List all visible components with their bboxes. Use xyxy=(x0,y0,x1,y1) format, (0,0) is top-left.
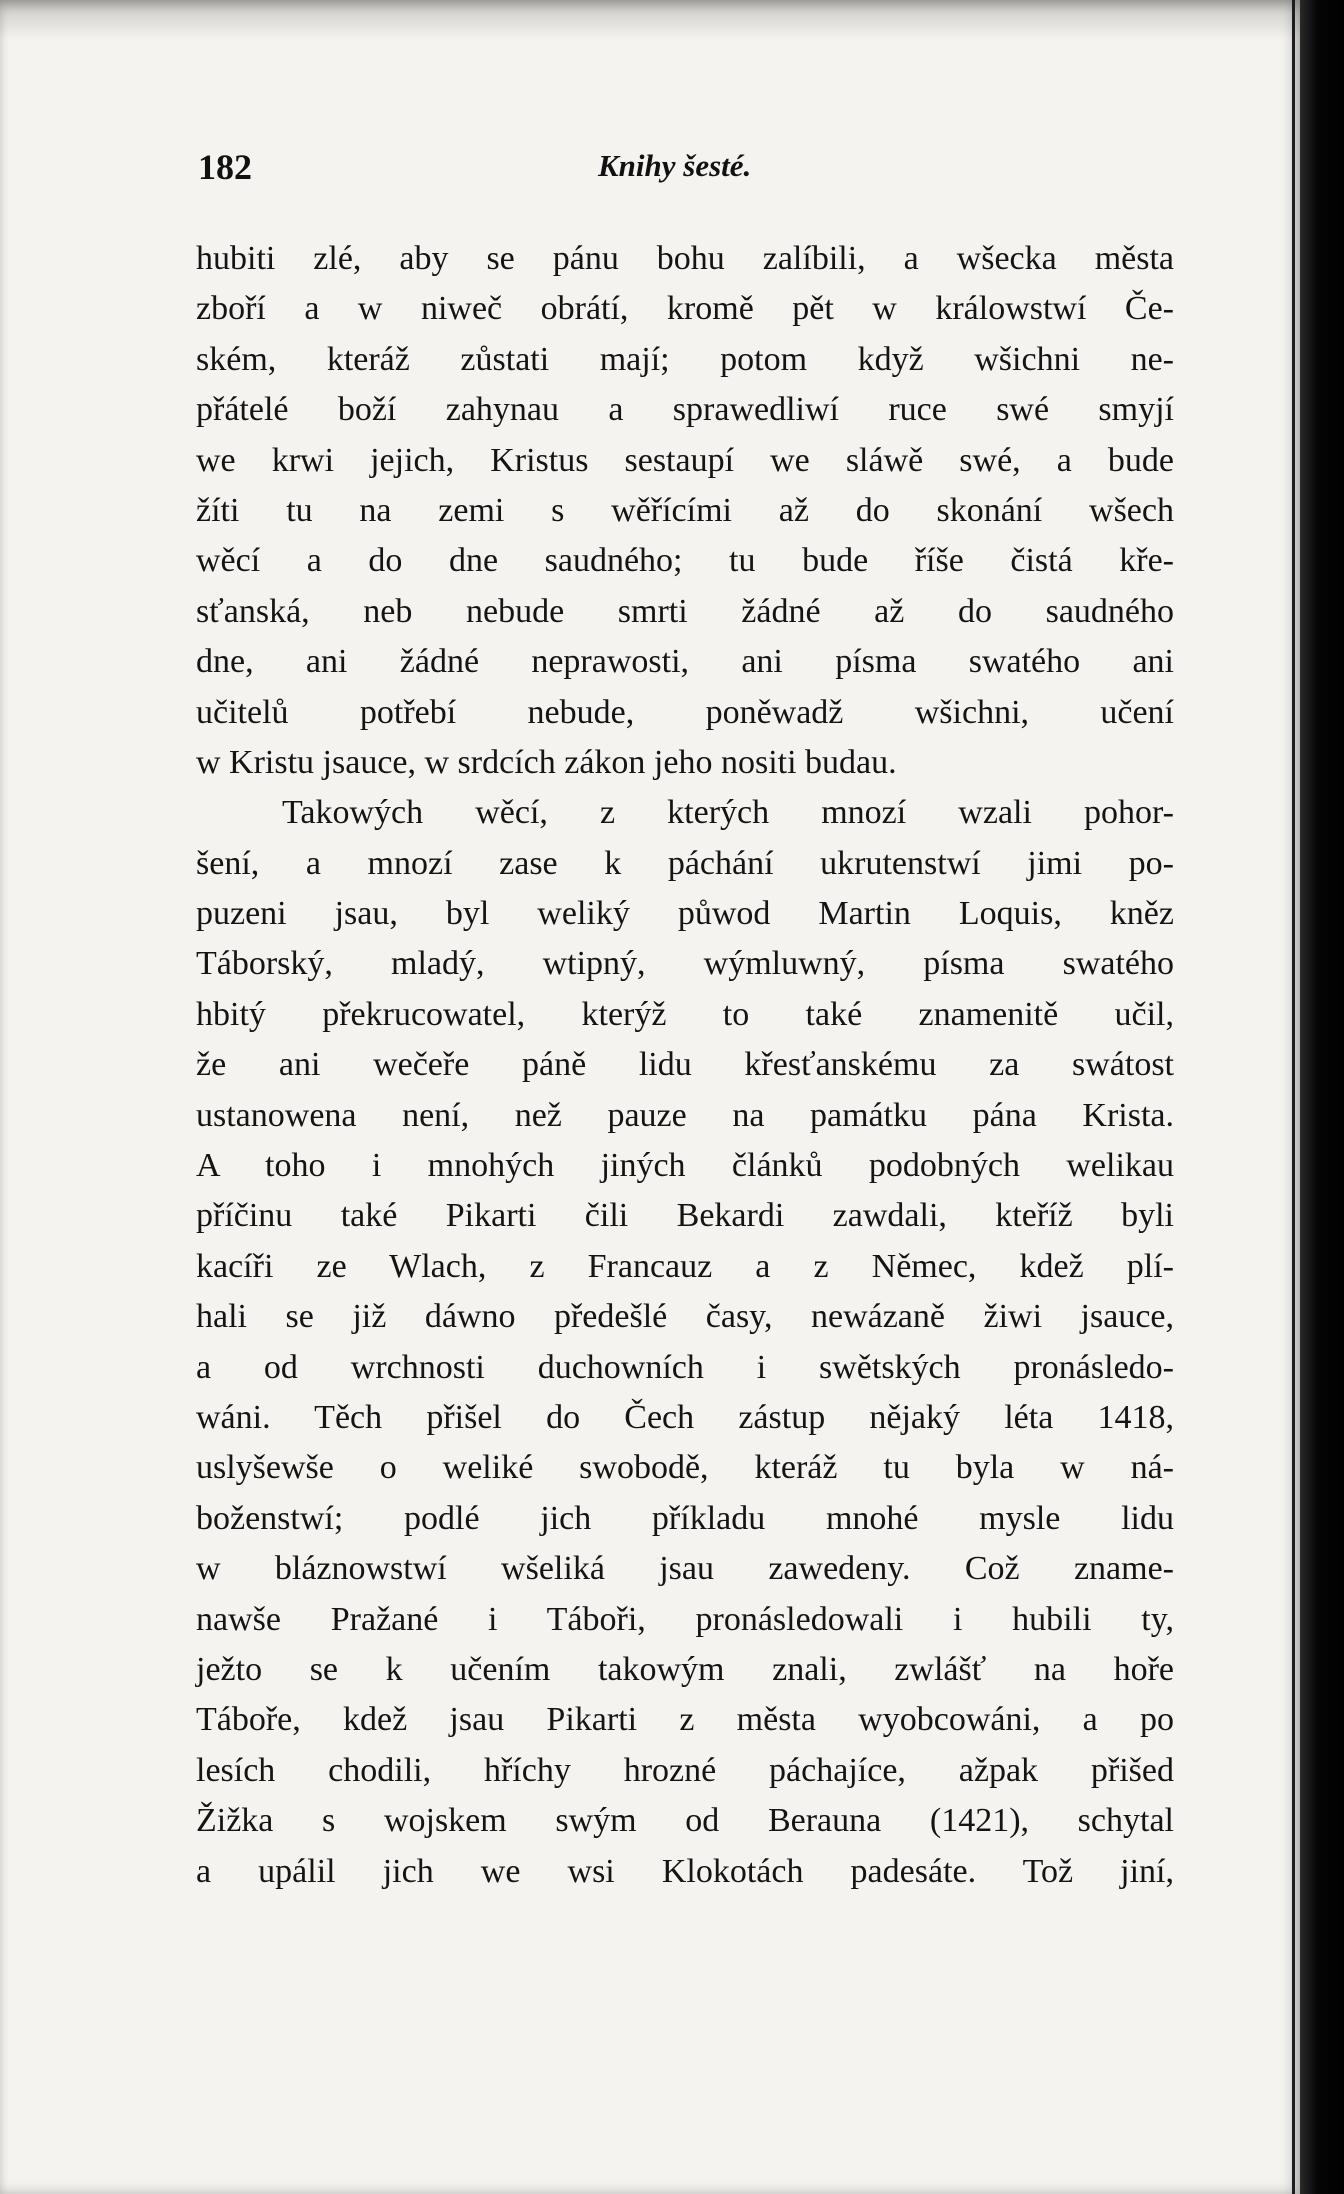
text-line: sťanská, neb nebude smrti žádné až do saudného xyxy=(196,592,1174,630)
text-line: že ani wečeře páně lidu křesťanskému za swátost xyxy=(196,1046,1174,1084)
page-top-shadow xyxy=(0,0,1300,40)
text-line: uslyšewše o weliké swobodě, kteráž tu byla w ná- xyxy=(196,1449,1174,1487)
text-line: ježto se k učením takowým znali, zwlášť na hoře xyxy=(196,1650,1174,1688)
text-line-paragraph-end: w Kristu jsauce, w srdcích zákon jeho nositi budau. xyxy=(196,743,897,781)
text-line: ustanowena není, než pauze na památku pána Krista. xyxy=(196,1096,1174,1134)
text-line-paragraph-start: Takowých wěcí, z kterých mnozí wzali pohor- xyxy=(282,794,1174,832)
running-head: Knihy šesté. xyxy=(598,148,752,183)
text-line: puzeni jsau, byl weliký půwod Martin Loquis, kněz xyxy=(196,895,1174,933)
text-line: we krwi jejich, Kristus sestaupí we sláwě swé, a bude xyxy=(196,441,1174,479)
text-line: wáni. Těch přišel do Čech zástup nějaký léta 1418, xyxy=(196,1398,1174,1436)
text-line: příčinu také Pikarti čili Bekardi zawdali, kteříž byli xyxy=(196,1197,1174,1235)
page-header xyxy=(198,146,1188,190)
text-line: hubiti zlé, aby se pánu bohu zalíbili, a wšecka města xyxy=(196,240,1174,277)
text-line: kacíři ze Wlach, z Francauz a z Němec, kdež plí- xyxy=(196,1247,1174,1285)
text-line: nawše Pražané i Táboři, pronásledowali i hubili ty, xyxy=(196,1600,1174,1638)
text-line: šení, a mnozí zase k páchání ukrutenstwí jimi po- xyxy=(196,844,1174,882)
text-line: A toho i mnohých jiných článků podobných welikau xyxy=(196,1147,1174,1185)
text-line: wěcí a do dne saudného; tu bude říše čistá kře- xyxy=(196,542,1174,580)
text-line: a upálil jich we wsi Klokotách padesáte. Tož jiní, xyxy=(196,1852,1174,1890)
scan-dark-margin xyxy=(1300,0,1344,2194)
text-line: ském, kteráž zůstati mají; potom když wšichni ne- xyxy=(196,340,1174,378)
text-line: přátelé boží zahynau a sprawedliwí ruce swé smyjí xyxy=(196,391,1174,429)
text-line: Táborský, mladý, wtipný, wýmluwný, písma swatého xyxy=(196,945,1174,983)
body-text xyxy=(196,234,1174,1897)
text-line: hali se již dáwno předešlé časy, newázaně žiwi jsauce, xyxy=(196,1298,1174,1336)
page-number: 182 xyxy=(198,147,252,187)
page-edge-line xyxy=(1292,0,1295,2194)
text-line: a od wrchnosti duchowních i swětských pronásledo- xyxy=(196,1348,1174,1386)
text-line: hbitý překrucowatel, kterýž to také znamenitě učil, xyxy=(196,995,1174,1033)
text-line: dne, ani žádné neprawosti, ani písma swatého ani xyxy=(196,643,1174,681)
text-line: žíti tu na zemi s wěřícími až do skonání wšech xyxy=(196,491,1174,529)
text-line: Žižka s wojskem swým od Berauna (1421), schytal xyxy=(196,1802,1174,1840)
text-line: učitelů potřebí nebude, poněwadž wšichni, učení xyxy=(196,693,1174,731)
text-line: Táboře, kdež jsau Pikarti z města wyobcowáni, a po xyxy=(196,1701,1174,1739)
text-line: zboří a w niweč obrátí, kromě pět w králowstwí Če- xyxy=(196,290,1174,328)
text-line: lesích chodili, hříchy hrozné páchajíce, ažpak přišed xyxy=(196,1751,1174,1789)
text-line: w bláznowstwí wšeliká jsau zawedeny. Což zname- xyxy=(196,1550,1174,1588)
text-line: boženstwí; podlé jich příkladu mnohé mysle lidu xyxy=(196,1499,1174,1537)
